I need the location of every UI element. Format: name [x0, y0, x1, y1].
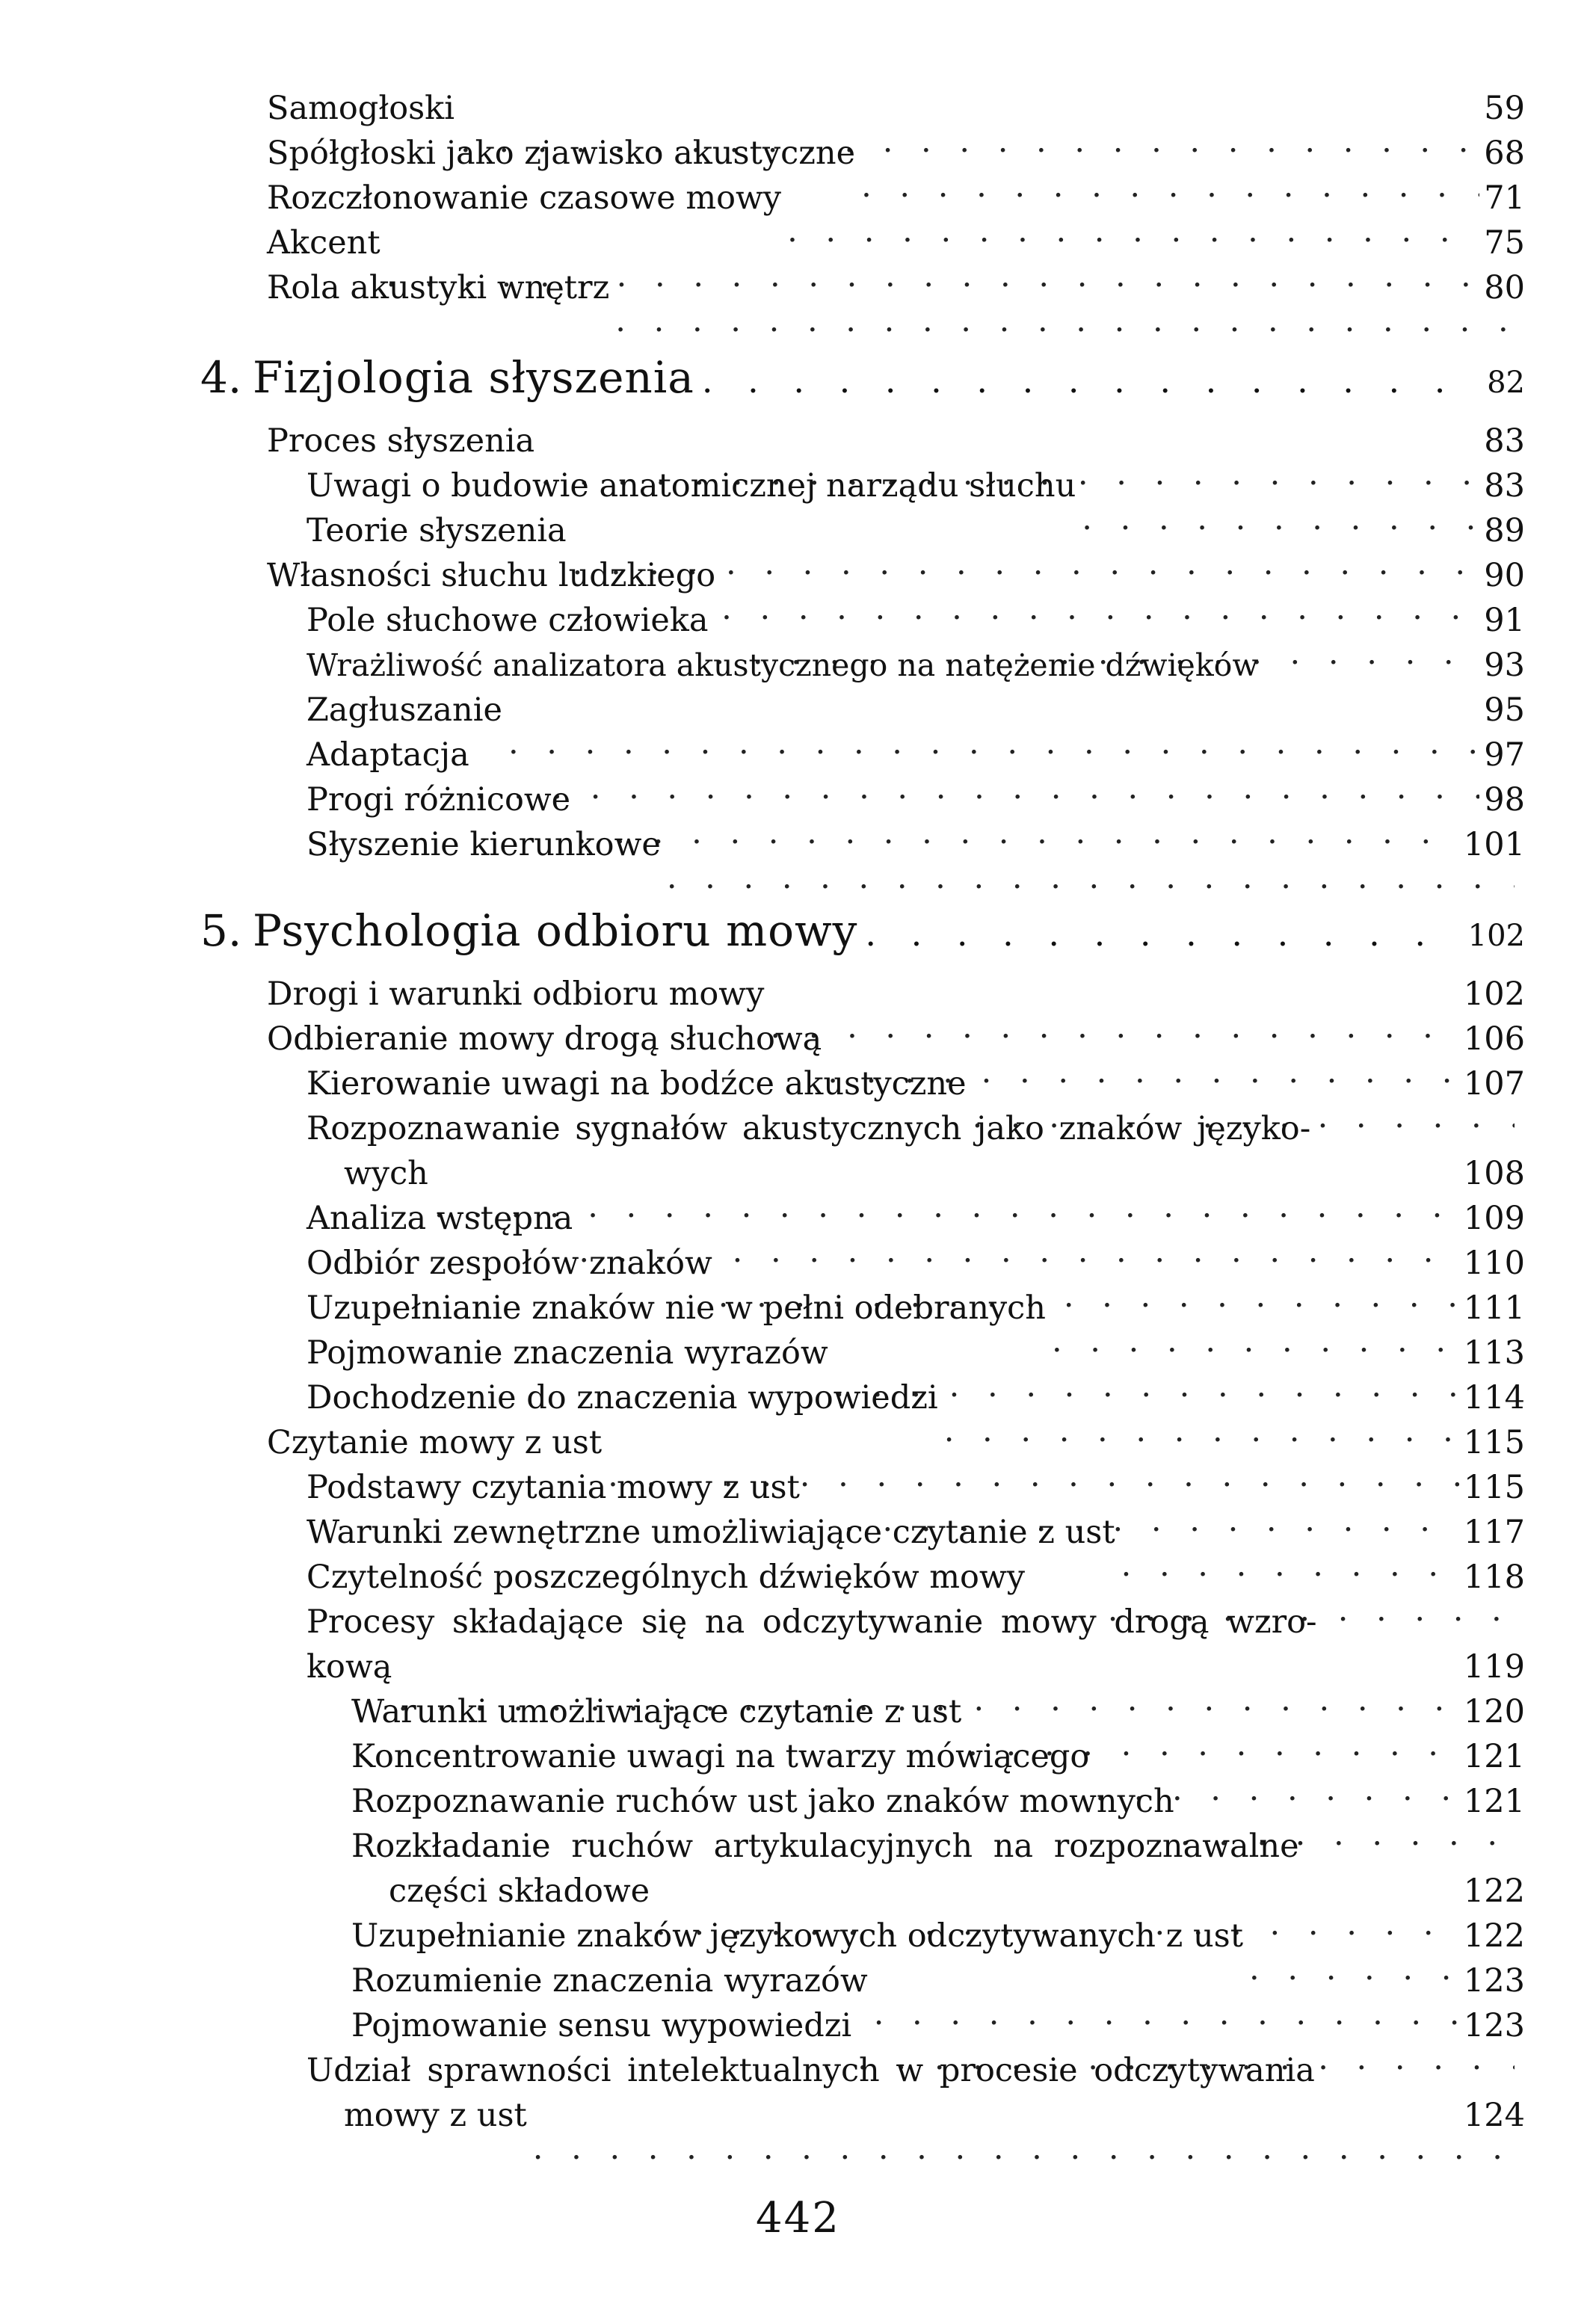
- entry-title: Kierowanie uwagi na bodźce akustyczne: [306, 1065, 967, 1103]
- chapter-page: 102: [1467, 919, 1525, 953]
- toc-entry: [389, 1869, 1525, 1914]
- entry-title-continuation: kową: [306, 1648, 392, 1686]
- toc-entry: [306, 598, 1525, 643]
- entry-title: Rozumienie znaczenia wyrazów: [351, 1962, 868, 2000]
- entry-title: Teorie słyszenia: [306, 512, 567, 549]
- toc-entry: [351, 2003, 1525, 2048]
- entry-title-continuation: części składowe: [389, 1872, 650, 1910]
- toc-entry: [344, 1151, 1525, 1196]
- chapter-page: 82: [1487, 366, 1525, 400]
- entry-page: 115: [1459, 1465, 1525, 1510]
- toc-entry: [351, 1779, 1525, 1824]
- entry-title: Czytelność poszczególnych dźwięków mowy: [306, 1559, 1026, 1596]
- entry-title: Spółgłoski jako zjawisko akustyczne: [267, 135, 856, 172]
- dot-leader: [702, 351, 1476, 410]
- entry-title: Czytanie mowy z ust: [267, 1424, 603, 1461]
- entry-title: Zagłuszanie: [306, 691, 502, 729]
- toc-entry: [306, 1286, 1525, 1331]
- toc-entry: [351, 1958, 1525, 2003]
- toc-entry: [351, 1734, 1525, 1779]
- entry-page: 124: [1459, 2093, 1525, 2138]
- toc-entry: [267, 265, 1525, 310]
- entry-title: Warunki zewnętrzne umożliwiające czytanie z ust: [306, 1514, 1115, 1551]
- toc-entry: [306, 1510, 1525, 1555]
- toc-entry: [306, 1061, 1525, 1106]
- entry-page: 98: [1479, 777, 1525, 822]
- entry-title-line1: Procesy składające się na odczytywanie mowy drogą wzro-: [306, 1603, 1317, 1641]
- toc-entry: [351, 1689, 1525, 1734]
- toc-entry: [267, 419, 1525, 463]
- entry-title: Adaptacja: [306, 736, 469, 774]
- entry-page: 115: [1459, 1420, 1525, 1465]
- toc-entry: [306, 1331, 1525, 1375]
- entry-title: Samogłoski: [267, 90, 455, 127]
- entry-page: 101: [1459, 822, 1525, 867]
- entry-title: Akcent: [267, 224, 380, 262]
- chapter-heading: [200, 901, 1525, 961]
- chapter-title: Fizjologia słyszenia: [253, 352, 694, 403]
- entry-page: 123: [1459, 2003, 1525, 2048]
- toc-entry: [267, 1017, 1525, 1061]
- toc-entry: [351, 1914, 1525, 1958]
- toc-entry: [306, 463, 1525, 508]
- toc-entry: [306, 643, 1525, 688]
- entry-page: 121: [1459, 1734, 1525, 1779]
- toc-entry: [306, 777, 1525, 822]
- entry-page: 117: [1459, 1510, 1525, 1555]
- toc-entry: [267, 221, 1525, 265]
- toc-entry: [306, 733, 1525, 777]
- entry-title: Odbiór zespołów znaków: [306, 1245, 712, 1282]
- entry-page: 113: [1459, 1331, 1525, 1375]
- entry-page: 119: [1459, 1644, 1525, 1689]
- entry-title: Pojmowanie sensu wypowiedzi: [351, 2007, 852, 2044]
- chapter-number: 5.: [200, 905, 242, 956]
- entry-page: 93: [1479, 643, 1525, 688]
- toc-entry: [306, 1375, 1525, 1420]
- toc-entry: [306, 1555, 1525, 1600]
- entry-page: 91: [1479, 598, 1525, 643]
- entry-title: Uzupełnianie znaków nie w pełni odebranych: [306, 1289, 1046, 1327]
- entry-page: 59: [1479, 86, 1525, 131]
- entry-title: Słyszenie kierunkowe: [306, 826, 661, 863]
- toc-entry: [306, 688, 1525, 733]
- toc-entry: [267, 176, 1525, 221]
- dot-leader: [533, 2126, 1515, 2171]
- entry-page: 111: [1459, 1286, 1525, 1331]
- entry-title: Pole słuchowe człowieka: [306, 602, 709, 639]
- entry-title: Rozczłonowanie czasowe mowy: [267, 179, 782, 217]
- entry-title: Uzupełnianie znaków językowych odczytywanych z ust: [351, 1917, 1244, 1955]
- entry-page: 97: [1479, 733, 1525, 777]
- entry-title: Podstawy czytania mowy z ust: [306, 1469, 800, 1506]
- entry-page: 114: [1459, 1375, 1525, 1420]
- entry-page: 122: [1459, 1914, 1525, 1958]
- entry-page: 108: [1459, 1151, 1525, 1196]
- entry-title: Uwagi o budowie anatomicznej narządu słuchu: [306, 467, 1076, 505]
- toc-entry: [267, 1420, 1525, 1465]
- dot-leader: [865, 904, 1457, 964]
- toc-entry: [344, 2093, 1525, 2138]
- entry-title: Własności słuchu ludzkiego: [267, 557, 716, 594]
- entry-page: 80: [1479, 265, 1525, 310]
- dot-leader: [667, 855, 1515, 900]
- entry-page: 106: [1459, 1017, 1525, 1061]
- entry-title: Wrażliwość analizatora akustycznego na natężenie dźwięków: [306, 647, 1259, 683]
- entry-page: 90: [1479, 553, 1525, 598]
- entry-title-continuation: mowy z ust: [344, 2097, 527, 2134]
- toc-entry: [267, 131, 1525, 176]
- entry-title: Koncentrowanie uwagi na twarzy mówiącego: [351, 1738, 1090, 1775]
- toc-entry: [306, 1465, 1525, 1510]
- dot-leader: [615, 298, 1515, 343]
- entry-page: 122: [1459, 1869, 1525, 1914]
- page-number: 442: [756, 2194, 840, 2242]
- entry-page: 120: [1459, 1689, 1525, 1734]
- entry-page: 123: [1459, 1958, 1525, 2003]
- entry-title: Drogi i warunki odbioru mowy: [267, 975, 765, 1013]
- toc-entry: [306, 1196, 1525, 1241]
- entry-title-continuation: wych: [344, 1155, 428, 1192]
- toc-entry: [267, 553, 1525, 598]
- entry-page: 107: [1459, 1061, 1525, 1106]
- entry-page: 83: [1479, 463, 1525, 508]
- entry-page: 110: [1459, 1241, 1525, 1286]
- entry-page: 102: [1459, 972, 1525, 1017]
- toc-entry: [306, 508, 1525, 553]
- entry-title-line1: Udział sprawności intelektualnych w procesie odczytywania: [306, 2052, 1315, 2089]
- entry-page: 68: [1479, 131, 1525, 176]
- toc-entry: [267, 86, 1525, 131]
- entry-page: 75: [1479, 221, 1525, 265]
- entry-title: Warunki umożliwiające czytanie z ust: [351, 1693, 962, 1730]
- entry-page: 118: [1459, 1555, 1525, 1600]
- toc-entry: [267, 972, 1525, 1017]
- entry-title: Rozpoznawanie ruchów ust jako znaków mownych: [351, 1783, 1174, 1820]
- entry-page: 95: [1479, 688, 1525, 733]
- chapter-title: Psychologia odbioru mowy: [253, 905, 858, 956]
- toc-entry: [306, 822, 1525, 867]
- entry-page: 121: [1459, 1779, 1525, 1824]
- entry-title: Progi różnicowe: [306, 781, 571, 819]
- entry-title: Analiza wstępna: [306, 1200, 573, 1237]
- entry-title: Dochodzenie do znaczenia wypowiedzi: [306, 1379, 938, 1417]
- entry-title: Odbieranie mowy drogą słuchową: [267, 1020, 822, 1058]
- entry-title: Rola akustyki wnętrz: [267, 269, 610, 306]
- entry-title-line1: Rozpoznawanie sygnałów akustycznych jako znaków języko-: [306, 1110, 1311, 1147]
- entry-title-line1: Rozkładanie ruchów artykulacyjnych na rozpoznawalne: [351, 1828, 1299, 1865]
- entry-page: 71: [1479, 176, 1525, 221]
- entry-page: 83: [1479, 419, 1525, 463]
- chapter-number: 4.: [200, 352, 242, 403]
- toc-entry: [306, 1644, 1525, 1689]
- entry-page: 89: [1479, 508, 1525, 553]
- chapter-heading: [200, 348, 1525, 407]
- entry-title: Proces słyszenia: [267, 422, 535, 460]
- entry-title: Pojmowanie znaczenia wyrazów: [306, 1334, 828, 1372]
- toc-entry: [306, 1241, 1525, 1286]
- entry-page: 109: [1459, 1196, 1525, 1241]
